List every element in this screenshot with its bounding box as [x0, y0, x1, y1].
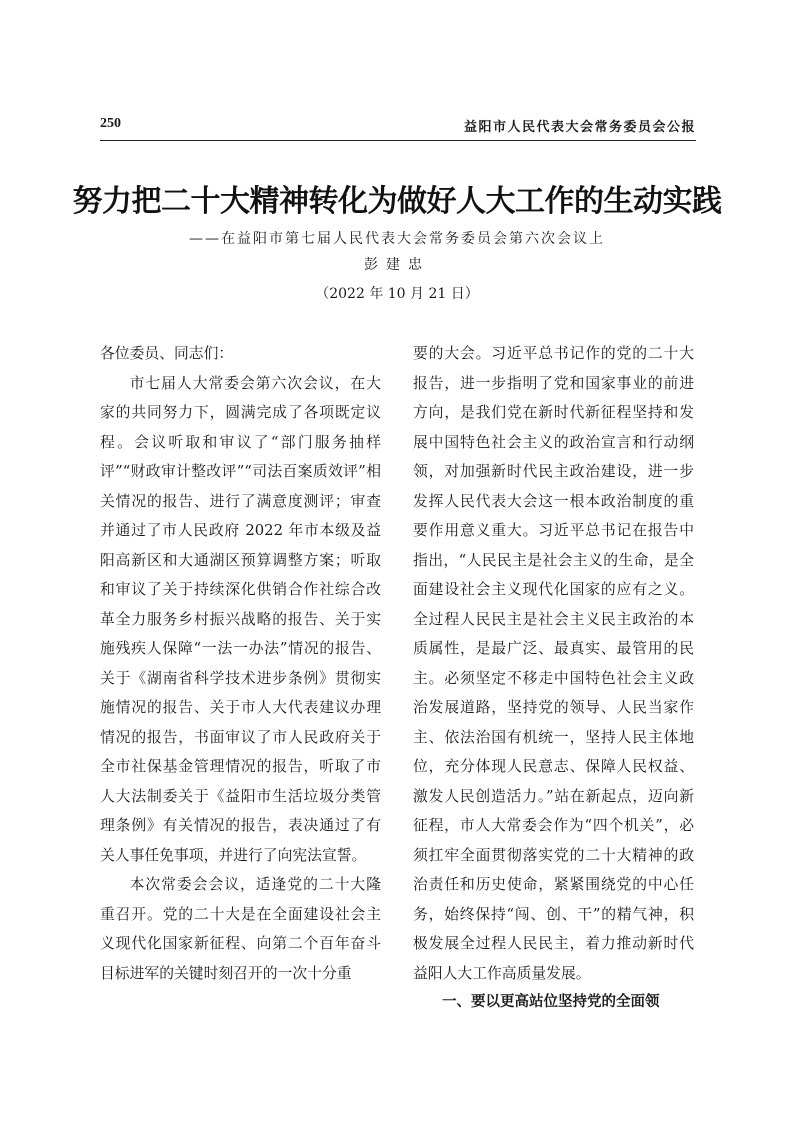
right-column: [413, 339, 694, 1018]
page-number: 250: [100, 116, 121, 131]
header-rule: [100, 140, 696, 141]
article-date: （2022 年 10 月 21 日）: [315, 286, 479, 302]
page-header: [100, 116, 696, 138]
paragraph-1: 市七届人大常委会第六次会议，在大家的共同努力下，圆满完成了各项既定议程。会议听取和审议了“部门服务抽样评”“财政审计整改评”“司法百案质效评”相关情况的报告、进行了满意度测评；审查并通过了市人民政府 2022 年市本级及益阳高新区和大通湖区预算调整方案；听取和审议了关于持续深化供销合作社综合改革全力服务乡村振兴战略的报告、关于实施残疾人保障“一法一办法”情况的报告、关于《湖南省科学技术进步条例》贯彻实施情况的报告、关于市人大代表建议办理情况的报告，书面审议了市人民政府关于全市社保基金管理情况的报告，听取了市人大法制委关于《益阳市生活垃圾分类管理条例》有关情况的报告，表决通过了有关人事任免事项，并进行了向宪法宣誓。: [100, 374, 381, 864]
salutation: 各位委员、同志们：: [100, 345, 234, 362]
journal-name: 益阳市人民代表大会常务委员会公报: [463, 120, 696, 135]
article-subtitle: ——在益阳市第七届人民代表大会常务委员会第六次会议上: [189, 231, 605, 247]
article-title: 努力把二十大精神转化为做好人大工作的生动实践: [72, 184, 722, 219]
section-1-heading: 一、要以更高站位坚持党的全面领: [442, 994, 660, 1010]
left-column: [100, 339, 381, 988]
paragraph-2-part-1: 本次常委会会议，适逢党的二十大隆重召开。党的二十大是在全面建设社会主义现代化国家新征程、向第二个百年奋斗目标进军的关键时刻召开的一次十分重: [100, 876, 381, 982]
paragraph-2-part-2: 要的大会。习近平总书记作的党的二十大报告，进一步指明了党和国家事业的前进方向，是我们党在新时代新征程坚持和发展中国特色社会主义的政治宣言和行动纲领，对加强新时代民主政治建设，进一步发挥人民代表大会这一根本政治制度的重要作用意义重大。习近平总书记在报告中指出，“人民民主是社会主义的生命，是全面建设社会主义现代化国家的应有之义。全过程人民民主是社会主义民主政治的本质属性，是最广泛、最真实、最管用的民主。必须坚定不移走中国特色社会主义政治发展道路，坚持党的领导、人民当家作主、依法治国有机统一，坚持人民主体地位，充分体现人民意志、保障人民权益、激发人民创造活力。”站在新起点，迈向新征程，市人大常委会作为“四个机关”，必须扛牢全面贯彻落实党的二十大精神的政治责任和历史使命，紧紧围绕党的中心任务，始终保持“闯、创、干”的精气神，积极发展全过程人民民主，着力推动新时代益阳人大工作高质量发展。: [413, 345, 694, 982]
article-author: 彭建忠: [364, 257, 430, 273]
